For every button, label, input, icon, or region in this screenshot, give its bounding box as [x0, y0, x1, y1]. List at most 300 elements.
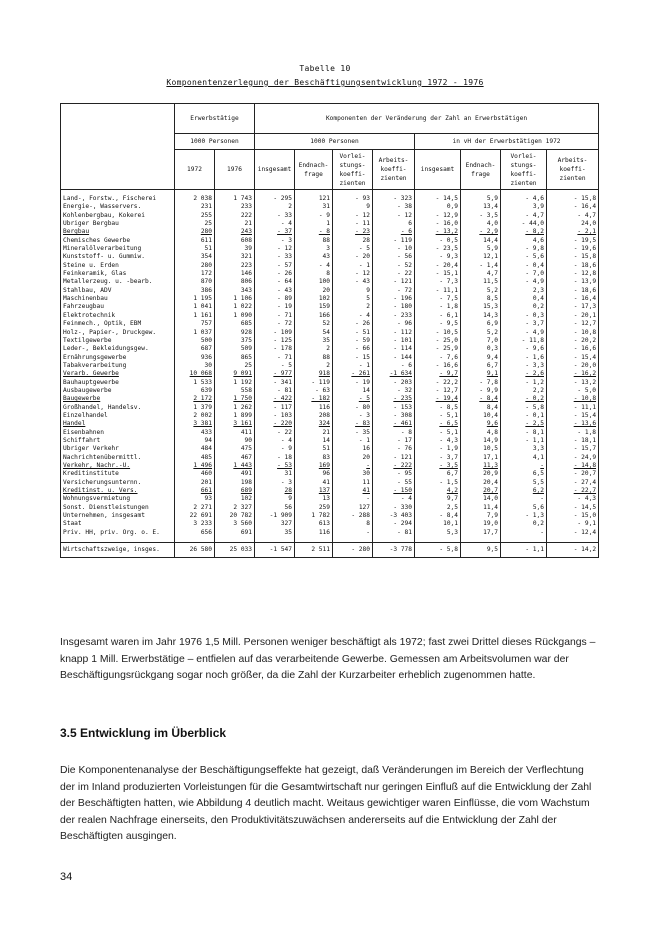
table-cell: - 89	[255, 295, 295, 303]
header-vorleistung: Vorlei- stungs- koeffi- zienten	[333, 150, 373, 190]
table-cell: 93	[175, 495, 215, 503]
table-cell: 0,9	[415, 203, 461, 211]
paragraph: Die Komponentenanalyse der Beschäftigungseffekte hat gezeigt, daß Veränderungen im Bereich der Verflechtung der im Inland produzierten Vorleistungen für die Gesamtwirtschaft nur geringen Einfluß auf die Entwicklung der Zahl der Beschäftigten hatten, wie Abbildung 4 deutlich macht. Weitaus gewichtiger waren Einflüsse, die vom Wachstum der realen Nachfrage einerseits, den Produktivitätszuwächsen andererseits auf die Entwicklung der Zahl der Beschäftigten ausgingen.	[60, 765, 592, 842]
header-arbeit: Arbeits- koeffi- zienten	[373, 150, 415, 190]
table-row	[61, 329, 599, 337]
table-cell: - 20	[333, 253, 373, 261]
table-row	[61, 379, 599, 387]
row-label: Tabakverarbeitung	[61, 362, 175, 370]
table-cell: - 7,6	[415, 354, 461, 362]
table-cell: 2 511	[295, 543, 333, 558]
table-cell: 4,8	[461, 429, 501, 437]
table-cell: 43	[295, 253, 333, 261]
table-cell: - 9,1	[547, 520, 599, 528]
table-cell: - 16,2	[547, 370, 599, 378]
table-cell: - 178	[255, 345, 295, 353]
table-cell: - 51	[333, 329, 373, 337]
table-cell: -	[501, 529, 547, 543]
table-cell: -1 909	[255, 512, 295, 520]
table-cell: 491	[215, 470, 255, 478]
table-cell: - 66	[333, 345, 373, 353]
header-vorleistung-vh: Vorlei- stungs- koeffi- zienten	[501, 150, 547, 190]
table-cell: 1 161	[175, 312, 215, 320]
table-cell: - 12,8	[547, 270, 599, 278]
table-row	[61, 320, 599, 328]
table-cell: - 27,4	[547, 479, 599, 487]
table-cell: 5,2	[461, 287, 501, 295]
table-cell: 30	[175, 362, 215, 370]
table-cell: - 11,1	[547, 404, 599, 412]
table-cell: 169	[295, 462, 333, 470]
table-cell: - 71	[255, 312, 295, 320]
table-cell: - 12,7	[547, 320, 599, 328]
table-cell: 21	[295, 429, 333, 437]
table-row	[61, 228, 599, 236]
table-cell: 137	[295, 487, 333, 495]
table-cell: 83	[295, 454, 333, 462]
table-cell: - 14,5	[415, 190, 461, 204]
table-cell: - 83	[333, 420, 373, 428]
table-cell: - 96	[373, 320, 415, 328]
table-cell: - 4,6	[501, 190, 547, 204]
table-cell: 0,2	[501, 303, 547, 311]
table-cell: 231	[175, 203, 215, 211]
table-cell: - 5	[333, 395, 373, 403]
table-cell: 558	[215, 387, 255, 395]
table-cell: - 20,4	[415, 262, 461, 270]
table-cell: 354	[175, 253, 215, 261]
table-row	[61, 253, 599, 261]
table-cell: - 103	[255, 412, 295, 420]
table-cell: - 10,8	[547, 329, 599, 337]
total-row	[61, 543, 599, 558]
table-cell: 208	[295, 412, 333, 420]
table-cell: - 233	[373, 312, 415, 320]
table-cell: - 15	[333, 354, 373, 362]
table-cell: 51	[175, 245, 215, 253]
table-cell: 159	[295, 303, 333, 311]
table-cell: 757	[175, 320, 215, 328]
table-cell: 386	[175, 287, 215, 295]
table-cell: 1 379	[175, 404, 215, 412]
row-label: Kunststoff- u. Gummiw.	[61, 253, 175, 261]
table-cell: - 57	[255, 262, 295, 270]
table-cell: - 19,6	[547, 245, 599, 253]
table-cell: 127	[333, 504, 373, 512]
table-cell: - 18,6	[547, 287, 599, 295]
table-cell: - 64	[255, 278, 295, 286]
table-cell: - 119	[295, 379, 333, 387]
table-cell: 30	[333, 470, 373, 478]
header-1000-personen: 1000 Personen	[255, 134, 415, 150]
table-cell: 6,2	[501, 487, 547, 495]
table-cell: - 24,9	[547, 454, 599, 462]
header-insgesamt: insgesamt	[255, 150, 295, 190]
row-label: Feinmech., Optik, EBM	[61, 320, 175, 328]
table-cell: - 261	[333, 370, 373, 378]
table-cell: 16	[333, 445, 373, 453]
table-cell: - 8	[373, 429, 415, 437]
table-cell: 1 195	[175, 295, 215, 303]
table-cell: - 71	[255, 354, 295, 362]
table-cell: - 4	[255, 220, 295, 228]
table-cell: 4,0	[461, 220, 501, 228]
table-cell: 4,1	[501, 454, 547, 462]
table-row	[61, 270, 599, 278]
row-label: Wohnungsvermietung	[61, 495, 175, 503]
table-cell: 656	[175, 529, 215, 543]
table-cell: - 3,7	[501, 320, 547, 328]
table-cell: - 63	[295, 387, 333, 395]
section-heading: 3.5 Entwicklung im Überblick	[60, 726, 227, 740]
table-cell: 1 022	[215, 303, 255, 311]
row-label: Priv. HH, priv. Org. o. E.	[61, 529, 175, 543]
table-cell: 3 381	[175, 420, 215, 428]
row-label: Verkehr, Nachr.-Ü.	[61, 462, 175, 470]
table-cell: 611	[175, 237, 215, 245]
table-cell: 685	[215, 320, 255, 328]
row-label: Fahrzeugbau	[61, 303, 175, 311]
table-cell: 8	[333, 520, 373, 528]
table-cell: - 20,2	[547, 337, 599, 345]
row-label: Kreditinstitute	[61, 470, 175, 478]
table-cell: - 125	[255, 337, 295, 345]
table-row	[61, 437, 599, 445]
row-label: Staat	[61, 520, 175, 528]
table-cell: -	[501, 462, 547, 470]
table-cell: 201	[175, 479, 215, 487]
header-empty	[61, 104, 175, 190]
table-cell: 35	[255, 529, 295, 543]
table-cell: 3	[295, 245, 333, 253]
table-cell: 31	[295, 203, 333, 211]
table-cell: 321	[215, 253, 255, 261]
table-cell: - 9,3	[415, 253, 461, 261]
header-erwerbstaetige: Erwerbstätige	[175, 104, 255, 134]
table-cell: - 16,4	[547, 203, 599, 211]
table-cell: - 182	[295, 395, 333, 403]
table-cell: 8,4	[461, 404, 501, 412]
table-cell: - 0,4	[501, 262, 547, 270]
table-cell: 88	[295, 237, 333, 245]
table-cell: - 9,5	[415, 320, 461, 328]
table-cell: - 1	[333, 437, 373, 445]
row-label: Maschinenbau	[61, 295, 175, 303]
table-cell: - 5,1	[415, 412, 461, 420]
table-row	[61, 337, 599, 345]
row-label: Wirtschaftszweige, insges.	[61, 543, 175, 558]
table-cell: 936	[175, 354, 215, 362]
table-cell: - 119	[373, 237, 415, 245]
table-cell: - 22,7	[547, 487, 599, 495]
table-row	[61, 245, 599, 253]
table-cell: 460	[175, 470, 215, 478]
header-1000-personen: 1000 Personen	[175, 134, 255, 150]
table-cell: - 112	[373, 329, 415, 337]
table-cell: 11	[333, 479, 373, 487]
table-cell: 3 161	[215, 420, 255, 428]
row-label: Übriger Verkehr	[61, 445, 175, 453]
table-cell: - 38	[373, 203, 415, 211]
table-cell: - 4	[333, 312, 373, 320]
table-cell: -1 547	[255, 543, 295, 558]
table-cell: 39	[215, 245, 255, 253]
table-cell: - 235	[373, 395, 415, 403]
table-cell: - 4	[373, 495, 415, 503]
table-cell: - 12,7	[415, 387, 461, 395]
table-cell: - 294	[373, 520, 415, 528]
table-cell: 243	[215, 228, 255, 236]
page-number: 34	[60, 871, 73, 883]
table-cell: 13	[295, 495, 333, 503]
table-cell: - 5,1	[415, 429, 461, 437]
table-cell: - 153	[373, 404, 415, 412]
table-cell: - 26	[333, 320, 373, 328]
table-cell: - 9,6	[501, 345, 547, 353]
table-cell: 4,6	[501, 237, 547, 245]
table-cell: -	[333, 529, 373, 543]
table-cell: 3,3	[501, 445, 547, 453]
table-cell: 3 560	[215, 520, 255, 528]
table-cell: 20,4	[461, 479, 501, 487]
table-row	[61, 412, 599, 420]
table-cell: 2	[295, 345, 333, 353]
table-cell: 255	[175, 212, 215, 220]
table-cell: - 1,8	[547, 429, 599, 437]
table-cell: - 7,3	[415, 278, 461, 286]
table-cell: 375	[215, 337, 255, 345]
table-cell: 928	[215, 329, 255, 337]
table-row	[61, 487, 599, 495]
table-cell: 28	[333, 237, 373, 245]
table-cell: - 53	[255, 462, 295, 470]
table-cell: 9,5	[461, 543, 501, 558]
table-cell: 17,7	[461, 529, 501, 543]
table-cell: 21	[215, 220, 255, 228]
table-cell: - 56	[373, 253, 415, 261]
table-cell: - 1,2	[501, 379, 547, 387]
table-cell: 467	[215, 454, 255, 462]
table-cell: - 2,6	[501, 370, 547, 378]
table-cell: - 7,5	[415, 295, 461, 303]
table-cell: 6,7	[415, 470, 461, 478]
components-table	[60, 103, 599, 558]
table-cell: 233	[215, 203, 255, 211]
table-cell: 15,3	[461, 303, 501, 311]
table-cell: 41	[295, 479, 333, 487]
table-cell: 20	[295, 287, 333, 295]
table-cell: - 8,4	[415, 512, 461, 520]
table-cell: - 144	[373, 354, 415, 362]
table-cell: 691	[215, 529, 255, 543]
table-cell: 9,6	[461, 420, 501, 428]
table-cell: 116	[295, 404, 333, 412]
header-insgesamt-vh: insgesamt	[415, 150, 461, 190]
table-cell: 0,4	[501, 295, 547, 303]
table-row	[61, 454, 599, 462]
table-cell: - 15,8	[547, 190, 599, 204]
table-cell: 146	[215, 270, 255, 278]
table-cell: 9 091	[215, 370, 255, 378]
table-row	[61, 220, 599, 228]
table-cell: - 1,6	[501, 354, 547, 362]
table-cell: - 3	[255, 479, 295, 487]
table-cell: - 18	[255, 454, 295, 462]
table-cell: - 1,3	[501, 512, 547, 520]
table-cell: - 323	[373, 190, 415, 204]
table-cell: - 14,8	[547, 462, 599, 470]
table-cell: 689	[215, 487, 255, 495]
table-cell: - 117	[255, 404, 295, 412]
table-cell: - 8,5	[415, 404, 461, 412]
table-cell: 2	[333, 303, 373, 311]
table-cell: - 5	[255, 362, 295, 370]
table-cell: 5,9	[461, 190, 501, 204]
row-label: Holz-, Papier-, Druckgew.	[61, 329, 175, 337]
table-cell: - 3	[333, 412, 373, 420]
table-cell: 484	[175, 445, 215, 453]
row-label: Versicherungsunternn.	[61, 479, 175, 487]
row-label: Schiffahrt	[61, 437, 175, 445]
table-cell: 41	[333, 487, 373, 495]
table-cell: - 19	[333, 379, 373, 387]
table-cell: - 4	[295, 262, 333, 270]
table-cell: 56	[255, 504, 295, 512]
table-cell: 10,5	[461, 445, 501, 453]
table-cell: - 12	[373, 212, 415, 220]
table-cell: 14	[295, 437, 333, 445]
table-cell: 2	[255, 203, 295, 211]
table-cell: - 5,8	[415, 543, 461, 558]
table-cell: - 330	[373, 504, 415, 512]
table-cell: - 59	[333, 337, 373, 345]
table-cell: - 1,4	[461, 262, 501, 270]
table-cell: - 72	[255, 320, 295, 328]
table-cell: - 13,9	[547, 278, 599, 286]
table-cell: 102	[215, 495, 255, 503]
table-cell: - 180	[373, 303, 415, 311]
table-cell: - 341	[255, 379, 295, 387]
table-cell: 10,4	[461, 412, 501, 420]
table-cell: 28	[255, 487, 295, 495]
table-cell: 6,9	[461, 320, 501, 328]
table-cell: - 8,4	[461, 395, 501, 403]
table-cell: 259	[295, 504, 333, 512]
table-cell: - 23,5	[415, 245, 461, 253]
table-row	[61, 303, 599, 311]
paragraph: Insgesamt waren im Jahr 1976 1,5 Mill. Personen weniger beschäftigt als 1972; fast zwei Drittel dieses Rückgangs – knapp 1 Mill. Erwerbstätige – entfielen auf das verarbeitende Gewerbe. Gemessen am Arbeitsvolumen war der Beschäftigungsrückgang sogar noch größer, da die Zahl der Kurzarbeiter erheblich zugenommen hatte.	[60, 637, 596, 681]
table-row	[61, 479, 599, 487]
table-cell: - 7,8	[461, 379, 501, 387]
table-cell: 1 037	[175, 329, 215, 337]
table-cell: -3 778	[373, 543, 415, 558]
table-cell: - 22	[373, 270, 415, 278]
row-label: Ernährungsgewerbe	[61, 354, 175, 362]
table-cell: - 4,9	[501, 329, 547, 337]
table-cell: - 15,7	[547, 445, 599, 453]
table-cell: - 17	[373, 437, 415, 445]
row-label: Verarb. Gewerbe	[61, 370, 175, 378]
table-cell: - 22,2	[415, 379, 461, 387]
table-cell: 20	[333, 454, 373, 462]
table-cell: - 15,4	[547, 412, 599, 420]
table-cell: 222	[215, 212, 255, 220]
table-cell: - 220	[255, 420, 295, 428]
table-cell: - 16,0	[415, 220, 461, 228]
table-cell: 54	[295, 329, 333, 337]
table-cell: 9,7	[415, 495, 461, 503]
table-cell: 52	[295, 320, 333, 328]
table-cell: 3,9	[501, 203, 547, 211]
table-cell: 96	[295, 470, 333, 478]
table-cell: - 5,8	[501, 404, 547, 412]
header-komponenten: Komponenten der Veränderung der Zahl an Erwerbstätigen	[255, 104, 599, 134]
row-label: Elektrotechnik	[61, 312, 175, 320]
table-cell: - 3,7	[415, 454, 461, 462]
table-cell: 102	[295, 295, 333, 303]
table-cell: 94	[175, 437, 215, 445]
row-label: Feinkeramik, Glas	[61, 270, 175, 278]
table-cell: - 308	[373, 412, 415, 420]
table-cell: 14,4	[461, 237, 501, 245]
table-cell: -3 403	[373, 512, 415, 520]
table-cell: 8,5	[461, 295, 501, 303]
table-cell: - 22	[255, 429, 295, 437]
table-cell: - 76	[373, 445, 415, 453]
table-row	[61, 529, 599, 543]
table-cell: - 52	[373, 262, 415, 270]
row-label: Land-, Forstw., Fischerei	[61, 190, 175, 204]
table-cell: - 12	[333, 212, 373, 220]
row-label: Bergbau	[61, 228, 175, 236]
table-cell: - 280	[333, 543, 373, 558]
table-cell: - 0,1	[501, 412, 547, 420]
table-cell: - 2,1	[547, 228, 599, 236]
table-row	[61, 312, 599, 320]
table-cell: - 12,9	[415, 212, 461, 220]
table-cell: - 1,1	[501, 543, 547, 558]
table-cell: 5	[333, 295, 373, 303]
table-cell: 343	[215, 287, 255, 295]
table-cell: - 23	[333, 228, 373, 236]
table-cell: -	[333, 462, 373, 470]
table-cell: - 16,6	[415, 362, 461, 370]
table-cell: 24,0	[547, 220, 599, 228]
table-cell: - 10,5	[415, 329, 461, 337]
row-label: Textilgewerbe	[61, 337, 175, 345]
table-cell: 31	[255, 470, 295, 478]
table-cell: - 422	[255, 395, 295, 403]
table-cell: 500	[175, 337, 215, 345]
row-label: Mineralölverarbeitung	[61, 245, 175, 253]
table-cell: 14,9	[461, 437, 501, 445]
table-cell: - 18,1	[547, 437, 599, 445]
table-row	[61, 462, 599, 470]
table-cell: - 20,7	[547, 470, 599, 478]
header-1976: 1976	[215, 150, 255, 190]
table-row	[61, 512, 599, 520]
table-row	[61, 190, 599, 204]
table-cell: 1 533	[175, 379, 215, 387]
table-cell: 324	[295, 420, 333, 428]
table-cell: 608	[215, 237, 255, 245]
row-label: Energie-, Wasservers.	[61, 203, 175, 211]
table-cell: 1	[295, 220, 333, 228]
table-body	[61, 190, 599, 558]
table-row	[61, 445, 599, 453]
table-cell: - 17,3	[547, 303, 599, 311]
table-row	[61, 404, 599, 412]
